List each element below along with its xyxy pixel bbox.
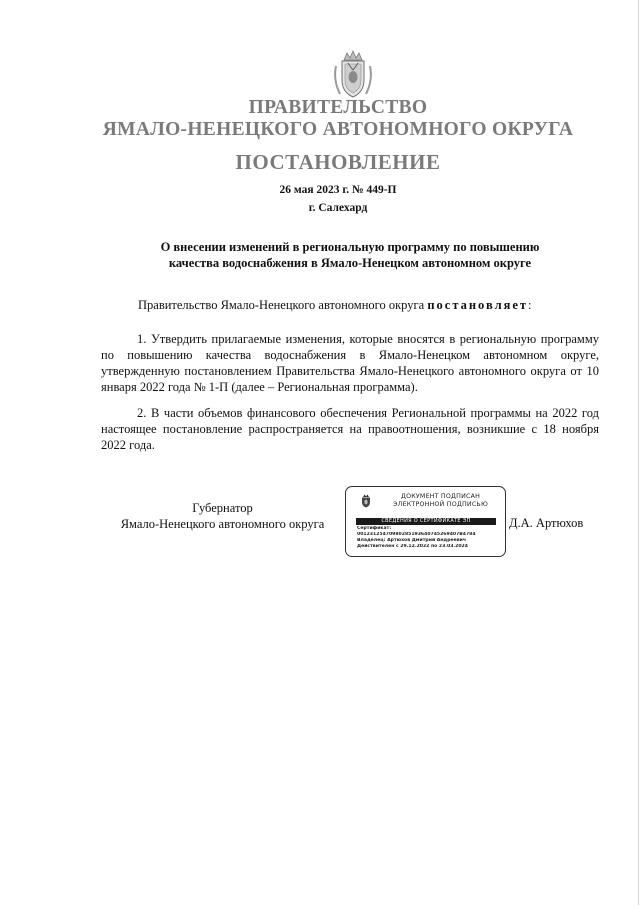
paragraph-1: 1. Утвердить прилагаемые изменения, которые вносятся в региональную программу по повышению качества водоснабжения в Ямало-Ненецком автономном округе, утвержденную постановлением Правительства Ямало-Ненецкого автономного округа от 10 января 2022 года № 1-П (далее – Региональная программа). [101,332,599,394]
government-title-line1: ПРАВИТЕЛЬСТВО [248,97,428,118]
stamp-certificate-bar: СВЕДЕНИЯ О СЕРТИФИКАТЕ ЭП [356,518,496,525]
intro-suffix: : [528,298,532,312]
stamp-title-line1: ДОКУМЕНТ ПОДПИСАН [400,493,481,500]
intro-decree-word: постановляет [427,298,529,312]
document-date-number: 26 мая 2023 г. № 449-П [279,184,397,196]
stamp-emblem-icon [360,494,372,508]
signatory-role-line2: Ямало-Ненецкого автономного округа [120,517,325,531]
stamp-owner: Владелец: Артюхов Дмитрий Андреевич [357,538,467,543]
document-type-heading: ПОСТАНОВЛЕНИЕ [235,150,441,174]
page-edge-line [638,0,639,905]
electronic-signature-stamp [345,486,506,557]
government-title-line2: ЯМАЛО-НЕНЕЦКОГО АВТОНОМНОГО ОКРУГА [102,119,574,140]
signatory-role-line1: Губернатор [192,501,253,515]
document-city: г. Салехард [308,202,368,214]
document-subject [60,239,640,271]
subject-line1: О внесении изменений в региональную программу по повышению [160,240,540,254]
subject-line2: качества водоснабжения в Ямало-Ненецком автономном округе [168,256,532,270]
intro-prefix: Правительство Ямало-Ненецкого автономного округа [138,298,428,312]
yanao-coat-of-arms-icon [330,50,376,100]
stamp-cert-label: Сертификат: [357,526,392,531]
stamp-title [378,493,503,509]
stamp-title-line2: ЭЛЕКТРОННОЙ ПОДПИСЬЮ [393,501,488,508]
stamp-validity: Действителен с 29.12.2022 по 23.03.2024 [357,544,468,549]
signatory-name: Д.А. Артюхов [509,516,584,530]
stamp-cert-number: 00123125470980285193640745269407B4784 [357,532,476,537]
paragraph-2: 2. В части объемов финансового обеспечения Региональной программы на 2022 год настоящее постановление распространяется на правоотношения, возникшие с 18 ноября 2022 года. [101,406,599,452]
decree-intro [138,298,608,313]
